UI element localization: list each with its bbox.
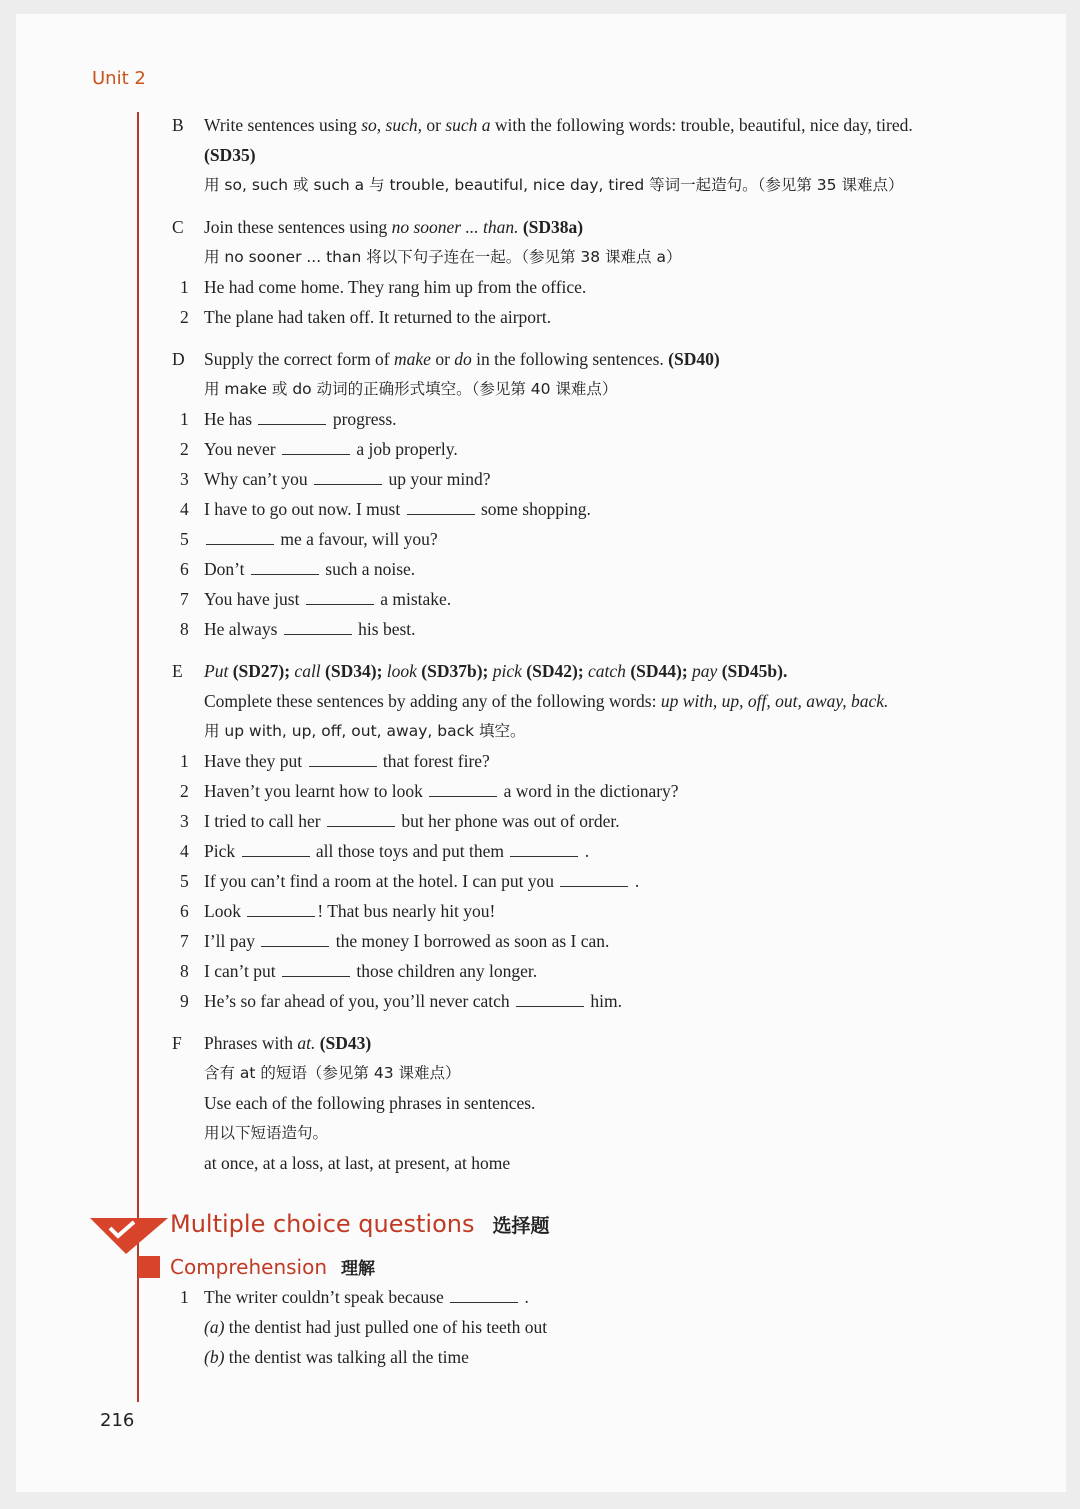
section-c-chinese: 用 no sooner ... than 将以下句子连在一起。（参见第 38 课难点 a）	[204, 248, 682, 266]
section-e-chinese: 用 up with, up, off, out, away, back 填空。	[204, 722, 526, 740]
list-item: 7 I’ll pay the money I borrowed as soon as I can.	[180, 931, 610, 951]
answer-blank[interactable]	[314, 470, 382, 485]
section-f-instruction: F Phrases with at. (SD43)	[168, 1028, 1028, 1058]
list-item: 4 I have to go out now. I must some shopping.	[180, 499, 591, 519]
margin-rule	[137, 112, 139, 1402]
answer-blank[interactable]	[247, 902, 315, 917]
section-e-instruction: Complete these sentences by adding any of the following words: up with, up, off, out, away, back.	[204, 691, 889, 711]
list-item: 2 You never a job properly.	[180, 439, 458, 459]
section-d	[168, 344, 1028, 644]
section-b-reference: (SD35)	[204, 145, 256, 165]
section-f-task: Use each of the following phrases in sentences.	[204, 1093, 536, 1113]
list-item: 4 Pick all those toys and put them .	[180, 841, 590, 861]
list-item: 3 Why can’t you up your mind?	[180, 469, 491, 489]
section-b-chinese: 用 so, such 或 such a 与 trouble, beautiful, nice day, tired 等词一起造句。（参见第 35 课难点）	[204, 176, 904, 194]
section-b	[168, 110, 1028, 200]
square-bullet-icon	[138, 1256, 160, 1278]
phrase-list: at once, at a loss, at last, at present, at home	[204, 1153, 511, 1173]
list-item: 1 He has progress.	[180, 409, 397, 429]
list-item: 2 Haven’t you learnt how to look a word in the dictionary?	[180, 781, 679, 801]
answer-blank[interactable]	[282, 440, 350, 455]
list-item: 3 I tried to call her but her phone was out of order.	[180, 811, 620, 831]
section-e-verbs: E Put (SD27); call (SD34); look (SD37b); pick (SD42); catch (SD44); pay (SD45b).	[168, 656, 1028, 686]
exercise-content	[168, 110, 1028, 1190]
list-item: 8 I can’t put those children any longer.	[180, 961, 538, 981]
section-c-instruction: C Join these sentences using no sooner ... than. (SD38a)	[168, 212, 1028, 242]
list-item: 7 You have just a mistake.	[180, 589, 452, 609]
list-item: 8 He always his best.	[180, 619, 416, 639]
section-letter: E	[172, 661, 183, 681]
answer-blank[interactable]	[258, 410, 326, 425]
list-item: 6 Don’t such a noise.	[180, 559, 416, 579]
checkmark-icon	[90, 1214, 168, 1254]
answer-blank[interactable]	[510, 842, 578, 857]
section-e	[168, 656, 1028, 1016]
section-d-chinese: 用 make 或 do 动词的正确形式填空。（参见第 40 课难点）	[204, 380, 618, 398]
answer-blank[interactable]	[306, 590, 374, 605]
section-f-chinese: 含有 at 的短语（参见第 43 课难点）	[204, 1064, 461, 1082]
answer-blank[interactable]	[261, 932, 329, 947]
list-item: 5 me a favour, will you?	[180, 529, 438, 549]
section-b-instruction: B Write sentences using so, such, or such a with the following words: trouble, beautiful, nice day, tired.	[168, 110, 1028, 140]
section-f-task-chinese: 用以下短语造句。	[204, 1124, 329, 1142]
answer-blank[interactable]	[516, 992, 584, 1007]
answer-blank[interactable]	[327, 812, 395, 827]
answer-blank[interactable]	[242, 842, 310, 857]
list-item: 5 If you can’t find a room at the hotel. I can put you .	[180, 871, 640, 891]
list-item: 6 Look ! That bus nearly hit you!	[180, 901, 496, 921]
section-f	[168, 1028, 1028, 1178]
section-letter: F	[172, 1033, 182, 1053]
page-number: 216	[100, 1410, 135, 1431]
unit-header: Unit 2	[92, 68, 146, 89]
answer-blank[interactable]	[407, 500, 475, 515]
section-d-instruction: D Supply the correct form of make or do in the following sentences. (SD40)	[168, 344, 1028, 374]
section-c	[168, 212, 1028, 332]
answer-blank[interactable]	[282, 962, 350, 977]
answer-blank[interactable]	[251, 560, 319, 575]
question: 1 The writer couldn’t speak because .	[180, 1287, 529, 1307]
answer-blank[interactable]	[429, 782, 497, 797]
list-item: 1 He had come home. They rang him up from the office.	[180, 277, 587, 297]
question-list	[168, 1282, 968, 1372]
list-item: 1 Have they put that forest fire?	[180, 751, 490, 771]
list-item: 9 He’s so far ahead of you, you’ll never catch him.	[180, 991, 623, 1011]
answer-option[interactable]: (a) the dentist had just pulled one of his teeth out	[204, 1317, 548, 1337]
answer-blank[interactable]	[206, 530, 274, 545]
answer-blank[interactable]	[560, 872, 628, 887]
section-letter: B	[172, 115, 184, 135]
list-item: 2 The plane had taken off. It returned to the airport.	[180, 307, 552, 327]
answer-blank[interactable]	[450, 1288, 518, 1303]
answer-option[interactable]: (b) the dentist was talking all the time	[204, 1347, 469, 1367]
section-letter: D	[172, 349, 185, 369]
answer-blank[interactable]	[284, 620, 352, 635]
answer-blank[interactable]	[309, 752, 377, 767]
section-letter: C	[172, 217, 184, 237]
section-title: Multiple choice questions 选择题	[170, 1210, 550, 1238]
subsection-title: Comprehension 理解	[170, 1255, 376, 1279]
